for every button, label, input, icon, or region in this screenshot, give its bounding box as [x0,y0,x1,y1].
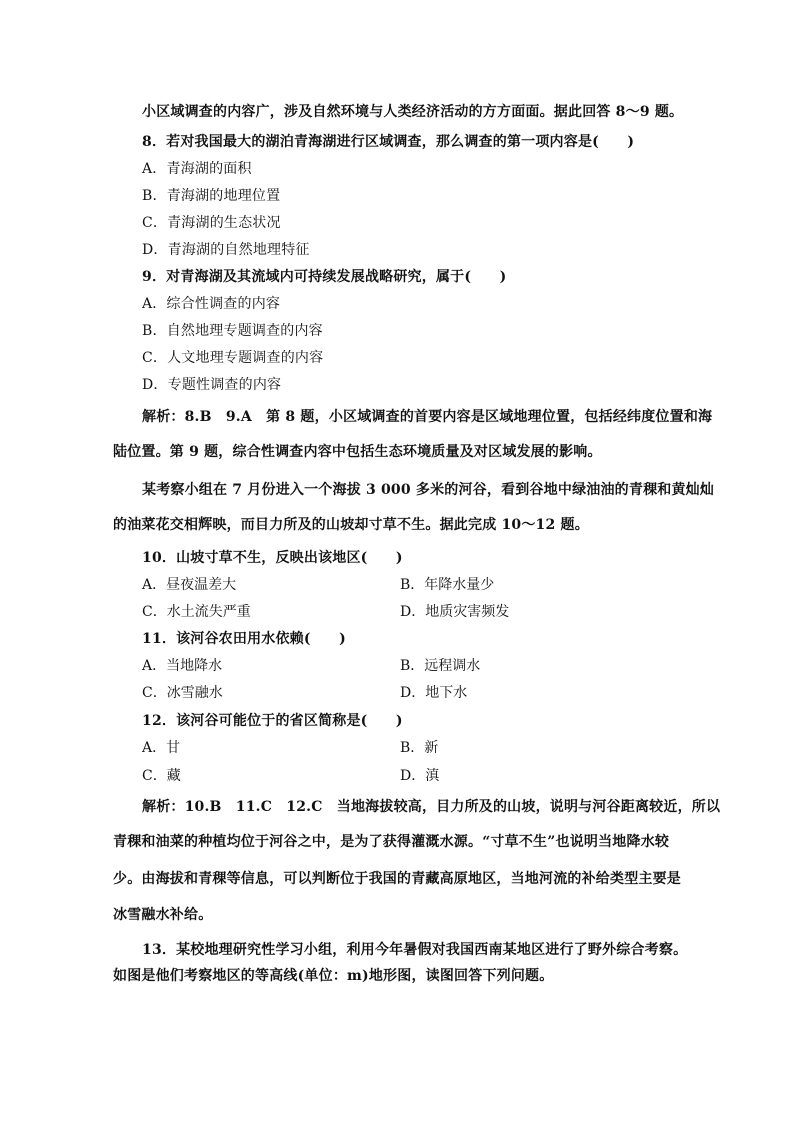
question-9-option-c: C．人文地理专题调查的内容 [142,350,324,366]
question-11-option-c: C．冰雪融水 [142,685,223,701]
question-10-option-a: A．昼夜温差大 [142,577,237,593]
question-12-option-c: C．藏 [142,768,181,784]
question-11-option-b: B．远程调水 [400,658,481,674]
question-12-option-a: A．甘 [142,740,181,756]
question-9-option-a: A．综合性调查的内容 [142,296,281,312]
intro-8-9: 小区域调查的内容广，涉及自然环境与人类经济活动的方方面面。据此回答 8～9 题。 [142,104,684,120]
question-12-stem: 12．该河谷可能位于的省区简称是( ) [142,713,403,729]
question-11-option-a: A．当地降水 [142,658,223,674]
answer-10-12-line1: 解析：10.B 11.C 12.C 当地海拔较高，目力所及的山坡，说明与河谷距离较近，所以 [142,799,721,815]
question-8-option-a: A．青海湖的面积 [142,161,252,177]
question-8-option-b: B．青海湖的地理位置 [142,188,281,204]
question-13-line2: 如图是他们考察地区的等高线(单位：m)地形图，读图回答下列问题。 [113,968,554,984]
intro-10-12-line2: 的油菜花交相辉映，而目力所及的山坡却寸草不生。据此完成 10～12 题。 [113,517,589,533]
intro-10-12-line1: 某考察小组在 7 月份进入一个海拔 3 000 多米的河谷，看到谷地中绿油油的青稞和黄灿灿 [142,482,715,498]
question-10-stem: 10．山坡寸草不生，反映出该地区( ) [142,550,403,566]
question-10-option-b: B．年降水量少 [400,577,495,593]
question-9-option-b: B．自然地理专题调查的内容 [142,323,323,339]
question-10-option-c: C．水土流失严重 [142,604,251,620]
question-8-stem: 8．若对我国最大的湖泊青海湖进行区域调查，那么调查的第一项内容是( ) [142,134,635,150]
answer-10-12-line3: 少。由海拔和青稞等信息，可以判断位于我国的青藏高原地区，当地河流的补给类型主要是 [113,871,681,887]
question-8-option-c: C．青海湖的生态状况 [142,215,281,231]
answer-10-12-line2: 青稞和油菜的种植均位于河谷之中，是为了获得灌溉水源。“寸草不生”也说明当地降水较 [113,834,670,850]
question-11-stem: 11．该河谷农田用水依赖( ) [142,631,346,647]
question-12-option-d: D．滇 [400,768,440,784]
answer-10-12-line4: 冰雪融水补给。 [113,907,213,923]
question-10-option-d: D．地质灾害频发 [400,604,510,620]
question-8-option-d: D．青海湖的自然地理特征 [142,242,310,258]
answer-8-9-line1: 解析：8.B 9.A 第 8 题，小区域调查的首要内容是区域地理位置，包括经纬度位置和海 [142,409,713,425]
question-11-option-d: D．地下水 [400,685,468,701]
answer-8-9-line2: 陆位置。第 9 题，综合性调查内容中包括生态环境质量及对区域发展的影响。 [113,444,602,460]
question-9-stem: 9．对青海湖及其流域内可持续发展战略研究，属于( ) [142,269,507,285]
question-9-option-d: D．专题性调查的内容 [142,377,282,393]
question-13-line1: 13．某校地理研究性学习小组，利用今年暑假对我国西南某地区进行了野外综合考察。 [142,942,688,958]
question-12-option-b: B．新 [400,740,439,756]
